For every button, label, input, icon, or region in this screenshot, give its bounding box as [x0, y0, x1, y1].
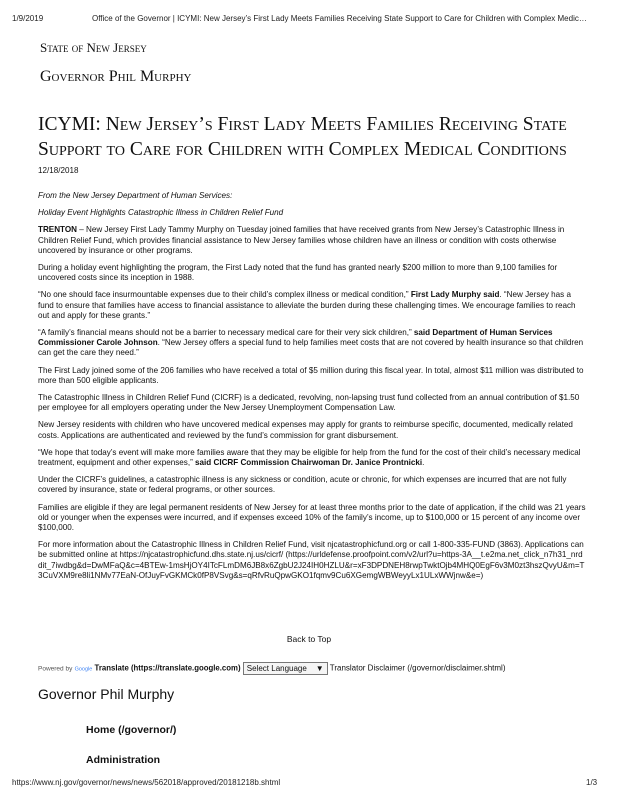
dateline: TRENTON [38, 225, 77, 235]
governor-site-title[interactable]: Governor Phil Murphy [40, 68, 192, 85]
translator-disclaimer-link[interactable]: Translator Disclaimer (/governor/disclaimer.shtml) [329, 663, 506, 673]
footer-nav-home[interactable]: Home (/governor/) [86, 724, 177, 736]
footer-nav-administration[interactable]: Administration [86, 754, 161, 766]
paragraph-6: The Catastrophic Illness in Children Relief Fund (CICRF) is a dedicated, revolving, non-lapsing trust fund collected from an annual contribution of $1.50 per employee for all employers operating under the New Jersey Unemployment Compensation Law. [38, 393, 580, 413]
paragraph-7: New Jersey residents with children who have uncovered medical expenses may apply for grants to reimburse specific, documented, medically related costs. Applications are authenticated and reviewed by the fund’s commission for grant disbursement. [38, 420, 573, 440]
quote-text: “No one should face insurmountable expenses due to their child’s complex illness or medical condition,” [38, 290, 409, 300]
footer-governor-heading: Governor Phil Murphy [38, 686, 175, 702]
quote-text: . [422, 458, 425, 468]
quote-text: “A family’s financial means should not be a barrier to necessary medical care for their very sick children,” [38, 328, 412, 338]
google-translate-link[interactable]: Translate (https://translate.google.com) [94, 663, 241, 673]
quote-text: . “New Jersey offers a special fund to help families meet costs that are not covered by health insurance so that children can get the care they need.” [38, 338, 584, 358]
article-date: 12/18/2018 [38, 166, 79, 175]
paragraph-4 [38, 328, 586, 359]
print-page-title: Office of the Governor | ICYMI: New Jersey’s First Lady Meets Families Receiving State Support to Care for Children with Complex Medic… [92, 14, 587, 23]
paragraph-3 [38, 290, 586, 321]
article-title [38, 112, 598, 162]
print-page-number: 1/3 [586, 778, 598, 787]
paragraph-2: During a holiday event highlighting the program, the First Lady noted that the fund has granted nearly $200 million to more than 9,100 families for uncovered costs since its inception in 1988. [38, 263, 558, 283]
paragraph-11[interactable]: For more information about the Catastrophic Illness in Children Relief Fund, visit njcatastrophicfund.org or call 1-800-335-FUND (3863). Applications can be submitted online at https://njcatastrophicfund.dhs.state.nj.us/cicrf/ (https://urldefense.proofpoint.com/v2/url?u=https-3A__t.e2ma.net_click_n7h31_nrddit_7iwdbg&d=DwMFaQ&c=4BTEw-1msHjOY4ITcFLmDM6JB8x6ZgbU2J24IH0HZLU&r=xF3DPDNEH8rwpTwktOjb4MHQ0EgF6v3M0zt3hszQvyU&m=T3CuVXM9re8li1NMv77EaN-OfJuyFvGKMCk0fP8VSvg&s=qRfvRuQpwGKO1fqmv9Cu6XGemgWBWeyyLx1ULxWWjnw&e=) [38, 540, 585, 580]
article-title-line1: ICYMI: New Jersey’s First Lady Meets Families Receiving State [38, 114, 567, 135]
print-url: https://www.nj.gov/governor/news/news/562018/approved/20181218b.shtml [12, 778, 281, 787]
print-date: 1/9/2019 [12, 14, 44, 23]
powered-by-label: Powered by [38, 665, 73, 673]
paragraph-1 [38, 225, 586, 256]
paragraph-10: Families are eligible if they are legal permanent residents of New Jersey for at least three months prior to the date of application, if the child was 21 years old or younger when the expenses were incurred, and if expenses exceed 10% of the family’s income, up to $100,000 or 15 percent of any income over $100,000. [38, 502, 586, 533]
paragraph-9: Under the CICRF’s guidelines, a catastrophic illness is any sickness or condition, acute or chronic, for which expenses are incurred that are not fully covered by insurance, state or federal programs, or other sources. [38, 475, 567, 495]
article-source: From the New Jersey Department of Human Services: [38, 191, 233, 200]
paragraph-5: The First Lady joined some of the 206 families who have received a total of $5 million during this fiscal year. In total, almost $11 million was distributed to more than 500 eligible applicants. [38, 365, 584, 385]
quote-text: “We hope that today’s event will make more families aware that they may be eligible for help from the fund for the cost of their child’s necessary medical treatment, equipment and other expenses,” [38, 447, 581, 468]
quote-text: . “New Jersey has a fund to ensure that families have access to financial assistance to alleviate the burden during these challenging times. We encourage families to reach out and apply for these grants.” [38, 290, 576, 320]
quote-attribution: First Lady Murphy said [410, 290, 500, 300]
translate-bar [38, 662, 505, 675]
google-logo: Google [74, 666, 93, 673]
state-of-nj-label[interactable]: State of New Jersey [40, 40, 147, 55]
article-title-line2: Support to Care for Children with Complex Medical Conditions [38, 139, 567, 160]
back-to-top-link[interactable]: Back to Top [286, 634, 332, 644]
article-body [38, 191, 586, 588]
article-subhead: Holiday Event Highlights Catastrophic Illness in Children Relief Fund [38, 208, 284, 218]
quote-attribution: said Department of Human Services Commissioner Carole Johnson [38, 328, 553, 348]
quote-attribution: said CICRF Commission Chairwoman Dr. Janice Prontnicki [195, 458, 423, 468]
paragraph-1-text: – New Jersey First Lady Tammy Murphy on Tuesday joined families that have received grants from New Jersey’s Catastrophic Illness in Children Relief Fund, which provides financial assistance to New Jersey families whose children have an illness or condition with costs otherwise uncovered by insurance or other programs. [38, 225, 565, 255]
language-select[interactable] [243, 662, 328, 675]
language-select-value: Select Language [246, 664, 307, 673]
paragraph-8 [38, 448, 586, 468]
chevron-down-icon: ▼ [315, 664, 324, 673]
